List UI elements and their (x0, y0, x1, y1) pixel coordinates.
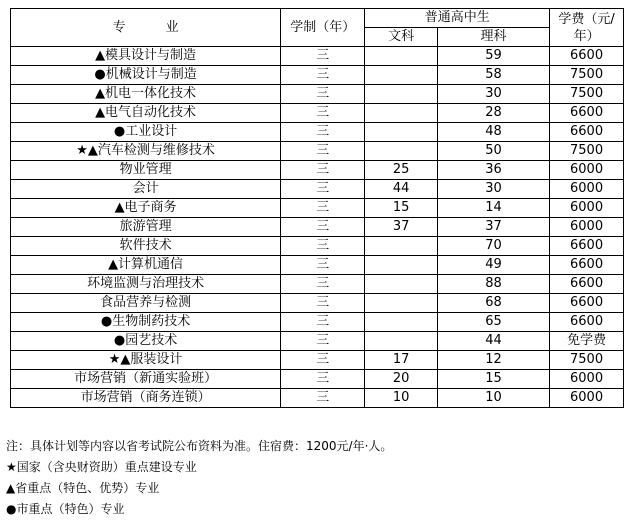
cell-science: 30 (437, 180, 549, 199)
cell-major: 软件技术 (11, 237, 281, 256)
cell-science: 68 (437, 294, 549, 313)
cell-duration: 三 (281, 275, 365, 294)
cell-fee: 6000 (550, 161, 624, 180)
cell-duration: 三 (281, 47, 365, 66)
cell-major: ▲计算机通信 (11, 256, 281, 275)
header-major: 专业 (11, 9, 281, 47)
cell-science: 28 (437, 104, 549, 123)
cell-fee: 6000 (550, 180, 624, 199)
table-row (11, 47, 624, 66)
cell-science: 59 (437, 47, 549, 66)
cell-major: 旅游管理 (11, 218, 281, 237)
cell-duration: 三 (281, 237, 365, 256)
cell-fee: 6000 (550, 218, 624, 237)
table-row (11, 85, 624, 104)
table-row (11, 389, 624, 408)
cell-fee: 6000 (550, 389, 624, 408)
cell-major: ★▲服装设计 (11, 351, 281, 370)
cell-major: ▲模具设计与制造 (11, 47, 281, 66)
cell-fee: 6600 (550, 256, 624, 275)
cell-duration: 三 (281, 313, 365, 332)
cell-duration: 三 (281, 104, 365, 123)
cell-science: 30 (437, 85, 549, 104)
cell-major: ●园艺技术 (11, 332, 281, 351)
cell-major: ★▲汽车检测与维修技术 (11, 142, 281, 161)
table-row (11, 275, 624, 294)
cell-major: ▲电子商务 (11, 199, 281, 218)
table-row (11, 66, 624, 85)
header-highschool-group: 普通高中生 (365, 9, 550, 28)
cell-fee: 6600 (550, 104, 624, 123)
cell-fee: 免学费 (550, 332, 624, 351)
header-duration: 学制（年） (281, 9, 365, 47)
cell-major: 食品营养与检测 (11, 294, 281, 313)
cell-arts (365, 313, 438, 332)
cell-major: 物业管理 (11, 161, 281, 180)
cell-science: 10 (437, 389, 549, 408)
cell-science: 37 (437, 218, 549, 237)
cell-arts (365, 237, 438, 256)
cell-arts (365, 123, 438, 142)
cell-arts: 10 (365, 389, 438, 408)
cell-duration: 三 (281, 66, 365, 85)
enrollment-plan-table (10, 8, 624, 408)
cell-arts: 17 (365, 351, 438, 370)
cell-arts (365, 294, 438, 313)
cell-science: 50 (437, 142, 549, 161)
table-row (11, 237, 624, 256)
cell-major: 环境监测与治理技术 (11, 275, 281, 294)
cell-duration: 三 (281, 389, 365, 408)
cell-duration: 三 (281, 123, 365, 142)
cell-major: ●机械设计与制造 (11, 66, 281, 85)
cell-fee: 6600 (550, 313, 624, 332)
cell-duration: 三 (281, 351, 365, 370)
cell-arts: 20 (365, 370, 438, 389)
cell-fee: 6000 (550, 199, 624, 218)
header-fee: 学费（元/年） (550, 9, 624, 47)
cell-duration: 三 (281, 85, 365, 104)
cell-major: ●工业设计 (11, 123, 281, 142)
cell-arts (365, 66, 438, 85)
cell-fee: 6600 (550, 123, 624, 142)
note-national-key: ★国家（含央财资助）重点建设专业 (6, 460, 197, 474)
cell-duration: 三 (281, 332, 365, 351)
cell-duration: 三 (281, 218, 365, 237)
note-general: 注：具体计划等内容以省考试院公布资料为准。住宿费：1200元/年·人。 (6, 439, 393, 453)
table-row (11, 313, 624, 332)
cell-major: 市场营销（新通实验班） (11, 370, 281, 389)
table-row (11, 161, 624, 180)
cell-fee: 6600 (550, 275, 624, 294)
cell-major: ▲电气自动化技术 (11, 104, 281, 123)
note-municipal-key: ●市重点（特色）专业 (6, 502, 125, 516)
cell-arts (365, 332, 438, 351)
cell-science: 65 (437, 313, 549, 332)
table-row (11, 256, 624, 275)
cell-arts (365, 256, 438, 275)
cell-science: 70 (437, 237, 549, 256)
cell-arts (365, 275, 438, 294)
cell-major: ▲机电一体化技术 (11, 85, 281, 104)
table-row (11, 218, 624, 237)
table-row (11, 142, 624, 161)
cell-science: 15 (437, 370, 549, 389)
table-row (11, 332, 624, 351)
cell-fee: 6600 (550, 294, 624, 313)
table-row (11, 351, 624, 370)
cell-major: ●生物制药技术 (11, 313, 281, 332)
cell-science: 49 (437, 256, 549, 275)
cell-science: 12 (437, 351, 549, 370)
cell-fee: 7500 (550, 66, 624, 85)
cell-fee: 7500 (550, 351, 624, 370)
table-row (11, 123, 624, 142)
table-row (11, 104, 624, 123)
cell-science: 58 (437, 66, 549, 85)
cell-arts (365, 47, 438, 66)
cell-duration: 三 (281, 256, 365, 275)
cell-arts: 37 (365, 218, 438, 237)
notes-section (6, 436, 392, 520)
cell-duration: 三 (281, 161, 365, 180)
cell-science: 48 (437, 123, 549, 142)
cell-duration: 三 (281, 199, 365, 218)
cell-arts: 44 (365, 180, 438, 199)
cell-arts: 25 (365, 161, 438, 180)
cell-science: 36 (437, 161, 549, 180)
cell-science: 88 (437, 275, 549, 294)
cell-science: 14 (437, 199, 549, 218)
table-row (11, 180, 624, 199)
table-row (11, 294, 624, 313)
cell-duration: 三 (281, 180, 365, 199)
table-body (11, 47, 624, 408)
cell-science: 44 (437, 332, 549, 351)
cell-duration: 三 (281, 370, 365, 389)
cell-fee: 7500 (550, 85, 624, 104)
cell-arts (365, 85, 438, 104)
cell-duration: 三 (281, 294, 365, 313)
cell-arts (365, 142, 438, 161)
cell-major: 会计 (11, 180, 281, 199)
cell-arts (365, 104, 438, 123)
header-science: 理科 (437, 28, 549, 47)
table-row (11, 199, 624, 218)
cell-major: 市场营销（商务连锁） (11, 389, 281, 408)
cell-fee: 6600 (550, 47, 624, 66)
note-provincial-key: ▲省重点（特色、优势）专业 (6, 481, 160, 495)
cell-arts: 15 (365, 199, 438, 218)
header-arts: 文科 (365, 28, 438, 47)
cell-fee: 6600 (550, 237, 624, 256)
cell-fee: 6000 (550, 370, 624, 389)
cell-duration: 三 (281, 142, 365, 161)
table-row (11, 370, 624, 389)
cell-fee: 7500 (550, 142, 624, 161)
